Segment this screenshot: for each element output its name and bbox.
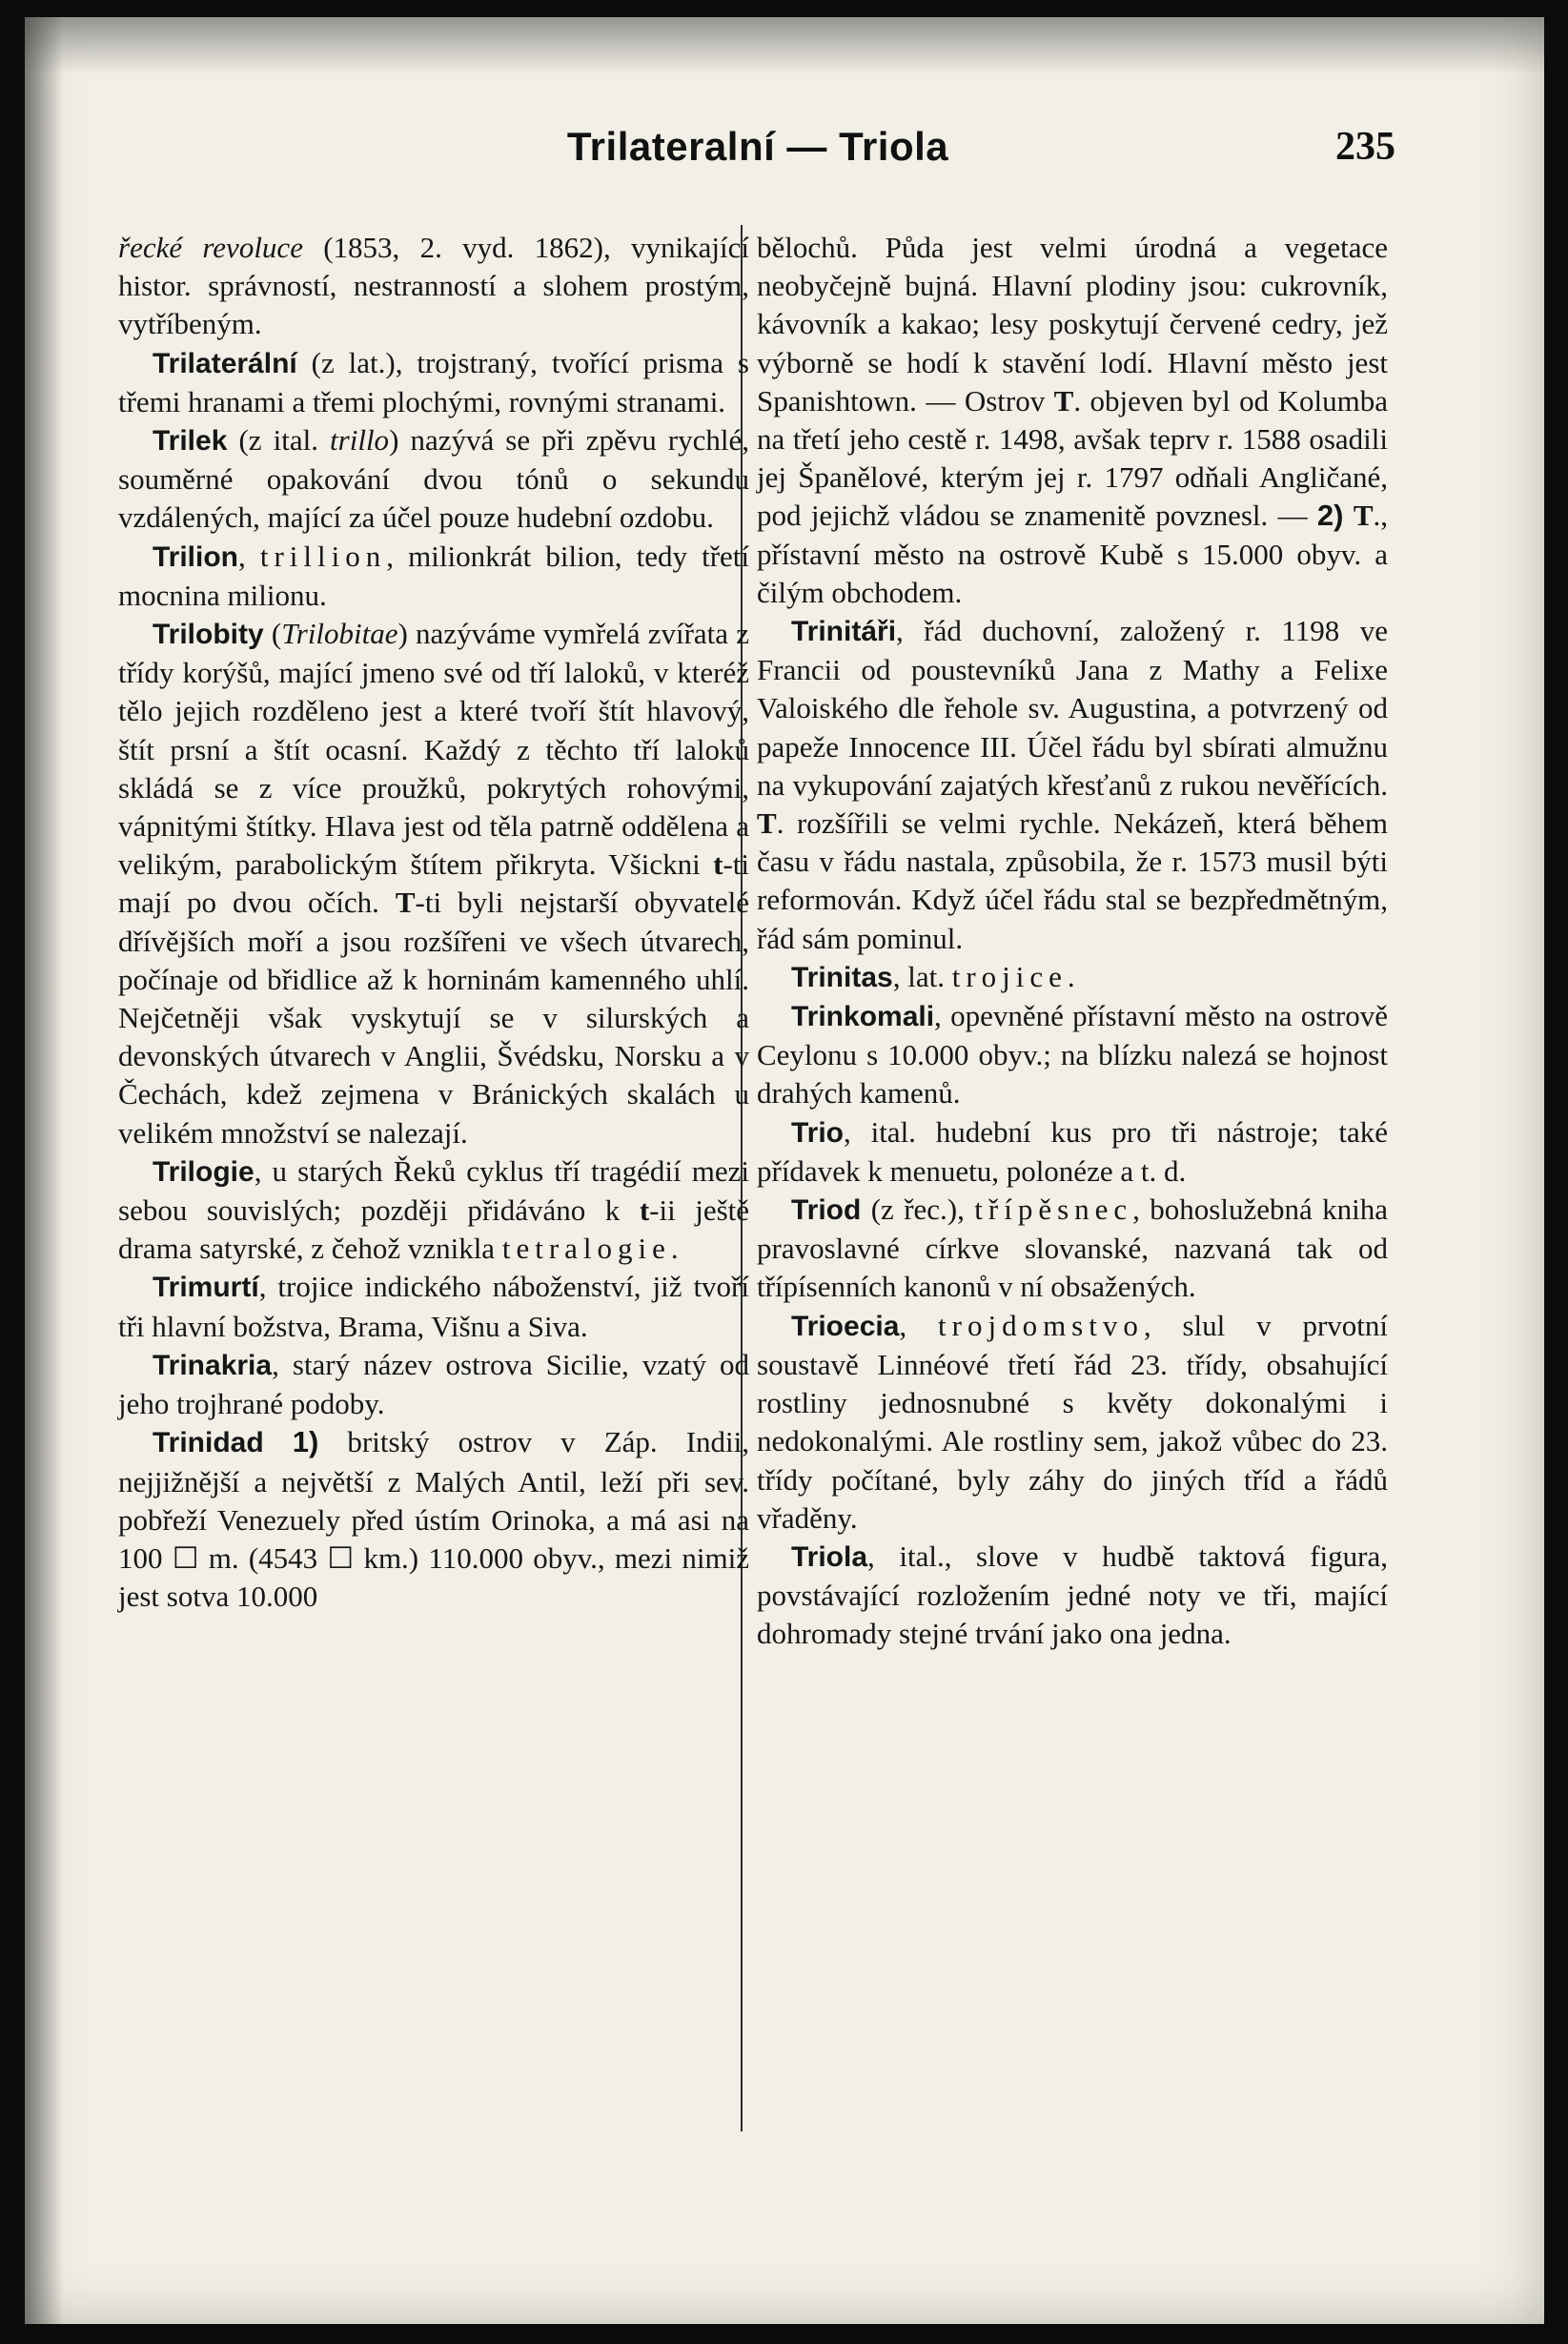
entry-trinakria [118,1346,749,1423]
entry-text: , ital., slove v hudbě taktová figura, povstávající rozložením jedné noty ve tři, mající dohromady stejné trvání jako ona jedna. [757,1539,1388,1651]
bold-abbrev: T [1053,383,1074,418]
right-column [757,229,1388,1654]
entry-continuation [757,229,1388,612]
headword: Trilobity [153,619,264,651]
italic-text: Trilobitae [281,617,398,651]
entry-text: . [1067,959,1075,993]
entry-text: , slul v prvotní soustavě Linnéové třetí řád 23. třídy, obsahující rostliny jednosnubné s květy dokonalými i nedokonalými. Ale rostliny sem, jakož vůbec do 23. třídy počítané, byly záhy do jiných tříd a řádů vřaděny. [757,1308,1389,1535]
entry-continuation [118,229,749,344]
sense-number: 2) [1316,499,1344,533]
entry-trinitas [757,958,1388,997]
running-head: Trilateralní — Triola [566,124,949,169]
entry-trilion [118,538,749,615]
entry-text [1343,499,1353,532]
entry-text: . [670,1232,679,1266]
entry-text: , lat. [892,959,952,993]
entry-text: (z řec.), [861,1192,975,1227]
entry-trilobity [118,615,749,1152]
spaced-term: trillion [259,539,387,573]
entry-text: (z ital. [227,423,331,458]
sense-number: 1) [292,1425,319,1459]
bold-abbrev: T [1353,499,1374,533]
headword: Trioecia [791,1310,900,1342]
headword: Triola [791,1540,868,1573]
bold-abbrev: T [395,886,416,920]
entry-triola [757,1538,1388,1654]
headword: Trimurtí [153,1272,259,1304]
scan-shadow-top [25,17,1544,74]
headword: Trinitáři [791,616,897,648]
headword: Trilion [153,540,238,573]
headword: Triod [791,1194,862,1227]
entry-text: , opevněné přístavní město na ostrově Ceylonu s 10.000 obyv.; na blízku nalezá se hojnost drahých kamenů. [757,999,1388,1111]
bold-abbrev: t [713,847,723,882]
entry-text: bělochů. Půda jest velmi úrodná a vegetace neobyčejně bujná. Hlavní plodiny jsou: cukrovník, kávovník a kakao; lesy poskytují červené cedry, jež výborně se hodí k stavění lodí. Hlavní město jest Spanishtown. — Ostrov [757,231,1388,418]
entry-text: . rozšířili se velmi rychle. Nekázeň, která během času v řádu nastala, způsobila, že r. 1573 musil býti reformován. Když účel řádu stal se bezpředmětným, řád sám pominul. [757,806,1388,955]
entry-text: , řád duchovní, založený r. 1198 ve Francii od poustevníků Jana z Mathy a Felixe Valoiského dle řehole sv. Augustina, a potvrzený od papeže Innocence III. Účel řádu byl sbírati almužnu na vykupování zajatých křesťanů z rukou nevěřících. [757,614,1388,802]
spaced-term: trojice [951,959,1068,993]
scan-shadow-left [25,17,63,2324]
entry-text: (1853, 2. vyd. 1862), vynikající histor. správností, nestranností a slohem prostým, vytříbeným. [118,231,749,341]
headword: Trilogie [153,1155,255,1188]
entry-trimurti [118,1268,749,1345]
entry-text: ., přístavní město na ostrově Kubě s 15.000 obyv. a čilým obchodem. [757,499,1388,609]
book-page [25,17,1544,2324]
italic-text: řecké revoluce [118,231,303,264]
entry-text: ) nazývá se při zpěvu rychlé, souměrné opakování dvou tónů o sekundu vzdálených, mající za účel pouze hudební ozdobu. [118,423,749,535]
entry-trilateralni [118,344,749,421]
headword: Trio [791,1116,845,1149]
entry-trinkomali [757,997,1388,1113]
italic-text: trillo [330,423,390,458]
page-header [120,124,1395,181]
entry-trio [757,1113,1388,1191]
headword: Trinidad [153,1427,264,1459]
entry-trilogie [118,1152,749,1269]
entry-text: , starý název ostrova Sicilie, vzatý od jeho trojhrané podoby. [118,1347,749,1421]
entry-text: -ii ještě drama satyrské, z čehož vznikla [118,1193,750,1266]
entry-text: britský ostrov v Záp. Indii, nejjižnější a největší z Malých Antil, leží při sev. pobřeží Venezuely před ústím Orinoka, a má asi na 100 ☐ m. (4543 ☐ km.) 110.000 obyv., mezi nimiž jest sotva 10.000 [118,1425,749,1614]
entry-text: -ti byli nejstarší obyvatelé dřívějších moří a jsou rozšířeni ve všech útvarech, počínaje od břidlice až k horninám kamenného uhlí. Nejčetněji však vyskytují se v silurských a devonských útvarech v Anglii, Švédsku, Norsku a v Čechách, kdež zejmena v Bránických skalách u velikém množství se nalezají. [118,886,749,1150]
spaced-term: tetralogie [501,1232,671,1266]
headword: Trilaterální [153,347,297,379]
headword: Trinkomali [791,1001,935,1033]
spaced-term: třípěsnec [974,1192,1133,1227]
entry-text: ( [263,617,282,651]
page-number: 235 [1335,125,1395,169]
entry-text: , bohoslužebná kniha pravoslavné církve slovanské, nazvaná tak od třípísenních kanonů v ní obsažených. [757,1192,1389,1304]
entry-trilek [118,421,749,538]
entry-text: , trojice indického náboženství, již tvoří tři hlavní božstva, Brama, Višnu a Siva. [118,1270,749,1343]
entry-text: (z lat.), trojstraný, tvořící prisma s třemi hranami a třemi plochými, rovnými stranami. [118,345,749,418]
headword: Trinakria [153,1349,273,1381]
entry-trinitari [757,612,1388,958]
bold-abbrev: t [639,1193,650,1228]
headword: Trinitas [791,961,893,993]
entry-text: ) nazýváme vymřelá zvířata z třídy korýšů, mající jmeno své od tří laloků, v kteréž tělo jejich rozděleno jest a které tvoří štít hlavový, štít prsní a štít ocasní. Každý z těchto tří laloků skládá se z více proužků, pokrytých rohovými, vápnitými štítky. Hlava jest od těla patrně oddělena a velikým, parabolickým štítem přikryta. Všickni [118,617,749,882]
entry-text: , ital. hudební kus pro tři nástroje; také přídavek k menuetu, polonéze a t. d. [757,1114,1388,1188]
entry-trioecia [757,1307,1388,1538]
bold-abbrev: T [757,806,777,841]
entry-text: , u starých Řeků cyklus tří tragédií mezi sebou souvislých; později přidáváno k [118,1153,749,1228]
entry-trinidad [118,1423,749,1616]
entry-text: , milionkrát bilion, tedy třetí mocnina milionu. [118,539,750,612]
left-column [118,229,749,1616]
headword: Trilek [153,425,228,458]
entry-text: , [238,539,260,573]
entry-text: , [899,1308,939,1342]
entry-text: -ti mají po dvou očích. [118,847,749,920]
entry-text: . objeven byl od Kolumba na třetí jeho cestě r. 1498, avšak teprv r. 1588 osadili jej Španělové, kterým jej r. 1797 odňali Angličané, pod jejichž vládou se znamenitě povznesl. — [757,383,1388,533]
entry-triod [757,1191,1388,1307]
spaced-term: trojdomstvo [938,1308,1144,1342]
